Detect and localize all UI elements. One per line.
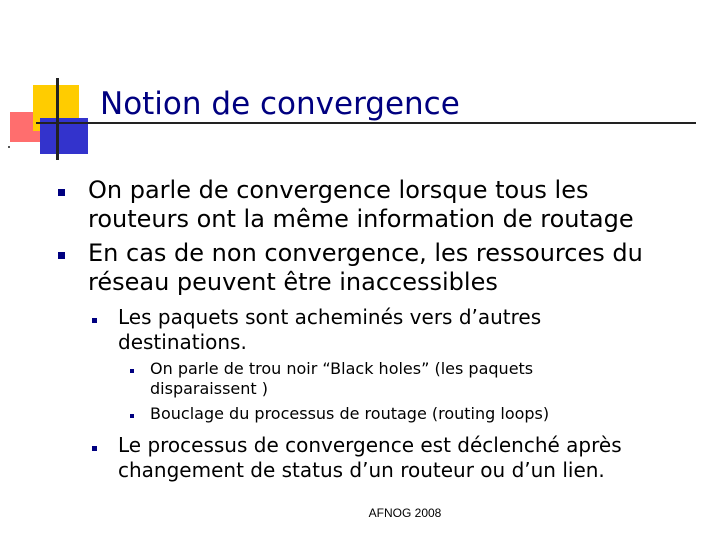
bullet-text (150, 359, 533, 399)
bullet-text (118, 305, 541, 355)
bullet-text (150, 404, 549, 424)
bullet-line: On parle de convergence lorsque tous les (88, 176, 589, 204)
square-bullet-icon (92, 446, 97, 451)
title-underline (36, 122, 696, 124)
bullet-line: Les paquets sont acheminés vers d’autres (118, 305, 542, 329)
bullet-line: destinations. (118, 330, 247, 354)
bullet-text (88, 176, 634, 234)
square-bullet-icon (130, 414, 134, 418)
decorative-vertical-line (56, 78, 59, 160)
bullet-text (118, 433, 622, 483)
square-bullet-icon (58, 189, 65, 196)
bullet-line: routeurs ont la même information de routage (88, 205, 634, 233)
bullet-line: réseau peuvent être inaccessibles (88, 268, 498, 296)
bullet-line: changement de status d’un routeur ou d’un lien. (118, 458, 605, 482)
bullet-line: En cas de non convergence, les ressources du (88, 239, 643, 267)
bullet-line: Bouclage du processus de routage (routing loops) (150, 404, 550, 423)
bullet-text (88, 239, 643, 297)
bullet-line: disparaissent ) (150, 379, 268, 398)
footer-text: AFNOG 2008 (368, 506, 442, 520)
square-bullet-icon (92, 318, 97, 323)
bullet-line: On parle de trou noir “Black holes” (les paquets (150, 359, 534, 378)
bullet-line: Le processus de convergence est déclenché après (118, 433, 622, 457)
square-bullet-icon (58, 252, 65, 259)
decorative-dot (8, 146, 10, 148)
slide-title: Notion de convergence (100, 86, 460, 122)
square-bullet-icon (130, 369, 134, 373)
